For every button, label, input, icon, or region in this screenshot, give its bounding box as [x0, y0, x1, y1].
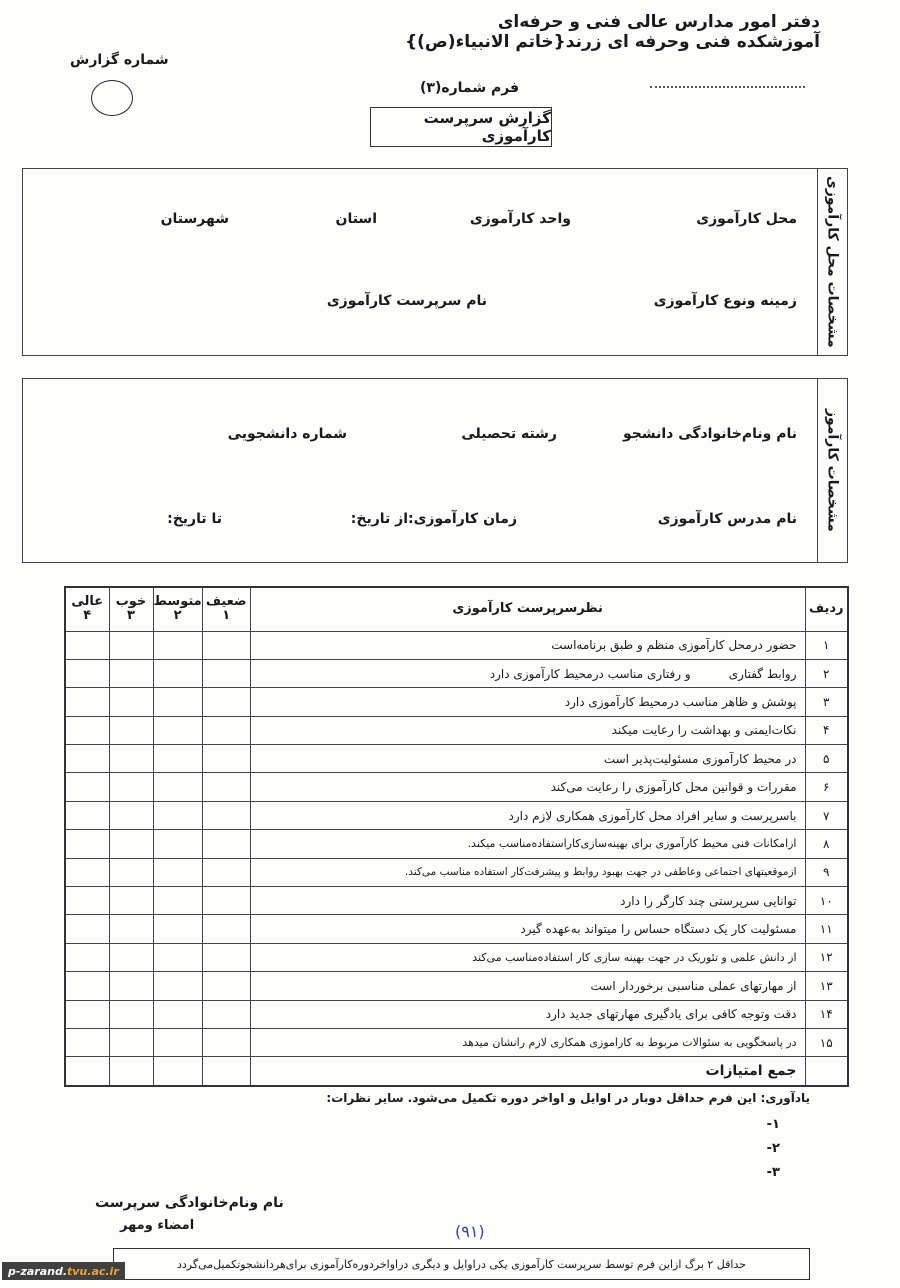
header-average: متوسط ۲ — [153, 587, 202, 631]
header-row-number: ردیف — [805, 587, 848, 631]
field-supervisor[interactable]: نام سرپرست کارآموزی — [326, 293, 487, 309]
table-row — [65, 887, 848, 915]
section-trainee — [22, 378, 848, 563]
criterion-text: ازامکانات فنی محیط کارآموزی برای بهینه‌سازی‌کاراستفاده‌مناسب میکند. — [250, 830, 805, 858]
table-row — [65, 801, 848, 829]
score-good[interactable] — [109, 915, 153, 943]
score-good[interactable] — [109, 1028, 153, 1056]
reminder-note: یادآوری: این فرم حداقل دوبار در اوایل و اواخر دوره تکمیل می‌شود. سایر نظرات: — [326, 1091, 810, 1105]
total-average[interactable] — [153, 1057, 202, 1086]
header-good: خوب ۳ — [109, 587, 153, 631]
criterion-text: دقت وتوجه کافی برای یادگیری مهارتهای جدید دارد — [250, 1000, 805, 1028]
row-number: ۴ — [805, 716, 848, 744]
field-province[interactable]: استان — [335, 211, 377, 227]
table-row — [65, 773, 848, 801]
score-weak[interactable] — [202, 972, 250, 1000]
section-location — [22, 168, 848, 356]
score-good[interactable] — [109, 1000, 153, 1028]
criterion-text: نکات‌ایمنی و بهداشت را رعایت میکند — [250, 716, 805, 744]
criterion-text: مسئولیت کار یک دستگاه حساس را میتواند به‌عهده گیرد — [250, 915, 805, 943]
score-excellent[interactable] — [65, 773, 109, 801]
table-row — [65, 659, 848, 687]
total-row — [65, 1057, 848, 1086]
score-weak[interactable] — [202, 943, 250, 971]
score-average[interactable] — [153, 688, 202, 716]
header-weak: ضعیف ۱ — [202, 587, 250, 631]
row-number: ۵ — [805, 745, 848, 773]
row-number: ۱ — [805, 631, 848, 659]
score-average[interactable] — [153, 830, 202, 858]
criterion-text: توانایی سرپرستی چند کارگر را دارد — [250, 887, 805, 915]
score-average[interactable] — [153, 972, 202, 1000]
table-row — [65, 915, 848, 943]
criterion-text: باسرپرست و سایر افراد محل کارآموزی همکاری لازم دارد — [250, 801, 805, 829]
row-number: ۱۵ — [805, 1028, 848, 1056]
title-text: گزارش سرپرست کارآموزی — [423, 109, 551, 145]
table-row — [65, 943, 848, 971]
section-location-side — [817, 169, 847, 355]
field-type[interactable]: زمینه ونوع کارآموزی — [653, 293, 797, 309]
field-period-to[interactable]: تا تاریخ: — [167, 511, 222, 527]
score-excellent[interactable] — [65, 631, 109, 659]
row-number: ۳ — [805, 688, 848, 716]
report-number-circle[interactable] — [91, 80, 133, 116]
score-good[interactable] — [109, 858, 153, 886]
row-number: ۹ — [805, 858, 848, 886]
score-average[interactable] — [153, 1000, 202, 1028]
table-row — [65, 745, 848, 773]
table-row — [65, 631, 848, 659]
score-good[interactable] — [109, 830, 153, 858]
table-row — [65, 972, 848, 1000]
field-city[interactable]: شهرستان — [160, 211, 229, 227]
table-row — [65, 1000, 848, 1028]
site-watermark[interactable] — [2, 1262, 125, 1280]
footer-instruction: حداقل ۲ برگ ازاین فرم توسط سرپرست کارآموزی یکی دراوایل و دیگری دراواخردوره‌کارآموزی برای‌هردانشجوتکمیل‌می‌گردد — [176, 1257, 747, 1271]
score-weak[interactable] — [202, 688, 250, 716]
section-location-label: مشخصات محل کارآموزی — [824, 176, 841, 348]
score-average[interactable] — [153, 801, 202, 829]
score-good[interactable] — [109, 972, 153, 1000]
score-good[interactable] — [109, 801, 153, 829]
watermark-domain: p-zarand. — [8, 1264, 67, 1278]
signature-label: امضاء ومهر — [120, 1218, 195, 1233]
score-excellent[interactable] — [65, 887, 109, 915]
comment-line-1[interactable]: -۱ — [766, 1117, 780, 1132]
score-average[interactable] — [153, 773, 202, 801]
table-row — [65, 716, 848, 744]
score-excellent[interactable] — [65, 801, 109, 829]
score-weak[interactable] — [202, 830, 250, 858]
row-number: ۸ — [805, 830, 848, 858]
score-weak[interactable] — [202, 716, 250, 744]
score-average[interactable] — [153, 745, 202, 773]
form-number: فرم شماره(۳) — [420, 80, 520, 96]
field-student-name[interactable]: نام ونام‌خانوادگی دانشجو — [622, 426, 797, 442]
score-good[interactable] — [109, 745, 153, 773]
field-period-from[interactable]: زمان کارآموزی:از تاریخ: — [350, 511, 517, 527]
row-number: ۱۴ — [805, 1000, 848, 1028]
score-weak[interactable] — [202, 745, 250, 773]
criterion-text: روابط گفتاری و رفتاری مناسب درمحیط کارآموزی دارد — [250, 659, 805, 687]
score-excellent[interactable] — [65, 972, 109, 1000]
total-weak[interactable] — [202, 1057, 250, 1086]
school-name: آموزشکده فنی وحرفه ای زرند{خاتم الانبیاء(ص)} — [405, 32, 820, 52]
score-excellent[interactable] — [65, 915, 109, 943]
score-good[interactable] — [109, 631, 153, 659]
row-number: ۱۲ — [805, 943, 848, 971]
table-row — [65, 688, 848, 716]
table-header-row — [65, 587, 848, 631]
header-criterion: نظرسرپرست کارآموزی — [250, 587, 805, 631]
row-number: ۱۳ — [805, 972, 848, 1000]
criterion-text: پوشش و ظاهر مناسب درمحیط کارآموزی دارد — [250, 688, 805, 716]
field-instructor[interactable]: نام مدرس کارآموزی — [657, 511, 797, 527]
score-good[interactable] — [109, 716, 153, 744]
row-number: ۲ — [805, 659, 848, 687]
score-average[interactable] — [153, 716, 202, 744]
organization-line: دفتر امور مدارس عالی فنی و حرفه‌ای — [497, 12, 820, 32]
footer-instruction-box — [113, 1248, 810, 1280]
criterion-text: در پاسخگویی به سئوالات مربوط به کاراموزی همکاری لازم رانشان میدهد — [250, 1028, 805, 1056]
score-weak[interactable] — [202, 887, 250, 915]
section-trainee-side — [817, 379, 847, 562]
table-row — [65, 830, 848, 858]
score-excellent[interactable] — [65, 858, 109, 886]
comment-line-2[interactable]: -۲ — [766, 1141, 780, 1156]
page-title — [370, 107, 552, 147]
score-weak[interactable] — [202, 858, 250, 886]
score-good[interactable] — [109, 688, 153, 716]
section-trainee-label: مشخصات کارآموز — [824, 409, 841, 532]
comment-line-3[interactable]: -۳ — [766, 1165, 780, 1180]
criterion-text: حضور درمحل کارآموزی منظم و طبق برنامه‌است — [250, 631, 805, 659]
score-weak[interactable] — [202, 801, 250, 829]
score-excellent[interactable] — [65, 688, 109, 716]
page-number: (۹۱) — [455, 1222, 485, 1241]
field-unit[interactable]: واحد کارآموزی — [469, 211, 571, 227]
criterion-text: از دانش علمی و تئوریک در جهت بهینه سازی کار استفاده‌مناسب می‌کند — [250, 943, 805, 971]
row-number: ۷ — [805, 801, 848, 829]
score-weak[interactable] — [202, 1028, 250, 1056]
score-excellent[interactable] — [65, 1000, 109, 1028]
score-average[interactable] — [153, 915, 202, 943]
score-good[interactable] — [109, 943, 153, 971]
score-average[interactable] — [153, 943, 202, 971]
total-good[interactable] — [109, 1057, 153, 1086]
field-major[interactable]: رشته تحصیلی — [461, 426, 557, 442]
table-row — [65, 1028, 848, 1056]
score-average[interactable] — [153, 887, 202, 915]
field-student-id[interactable]: شماره دانشجویی — [227, 426, 347, 442]
score-weak[interactable] — [202, 915, 250, 943]
row-number: ۱۰ — [805, 887, 848, 915]
total-row-number — [805, 1057, 848, 1086]
criterion-text: ازموقعیتهای اجتماعی وعاطفی در جهت بهبود روابط و پیشرفت‌کار استفاده مناسب می‌کند. — [250, 858, 805, 886]
score-average[interactable] — [153, 858, 202, 886]
score-excellent[interactable] — [65, 745, 109, 773]
score-weak[interactable] — [202, 631, 250, 659]
table-row — [65, 858, 848, 886]
score-excellent[interactable] — [65, 830, 109, 858]
criterion-text: از مهارتهای عملی مناسبی برخوردار است — [250, 972, 805, 1000]
supervisor-name-label: نام ونام‌خانوادگی سرپرست — [95, 1195, 284, 1211]
criterion-text: در محیط کارآموزی مسئولیت‌پذیر است — [250, 745, 805, 773]
watermark-tld: tvu.ac.ir — [67, 1264, 119, 1278]
score-good[interactable] — [109, 659, 153, 687]
report-number-label: شماره گزارش — [70, 52, 169, 68]
row-number: ۱۱ — [805, 915, 848, 943]
score-excellent[interactable] — [65, 1028, 109, 1056]
header-excellent: عالی ۴ — [65, 587, 109, 631]
score-good[interactable] — [109, 887, 153, 915]
score-excellent[interactable] — [65, 716, 109, 744]
field-place[interactable]: محل کارآموزی — [696, 211, 797, 227]
score-weak[interactable] — [202, 1000, 250, 1028]
score-average[interactable] — [153, 659, 202, 687]
score-good[interactable] — [109, 773, 153, 801]
score-average[interactable] — [153, 1028, 202, 1056]
score-average[interactable] — [153, 631, 202, 659]
score-weak[interactable] — [202, 773, 250, 801]
dotted-fill-line — [650, 86, 805, 88]
total-label: جمع امتیازات — [250, 1057, 805, 1086]
score-excellent[interactable] — [65, 943, 109, 971]
evaluation-table — [64, 586, 849, 1087]
criterion-text: مقررات و قوانین محل کارآموزی را رعایت می‌کند — [250, 773, 805, 801]
total-excellent[interactable] — [65, 1057, 109, 1086]
row-number: ۶ — [805, 773, 848, 801]
score-excellent[interactable] — [65, 659, 109, 687]
score-weak[interactable] — [202, 659, 250, 687]
